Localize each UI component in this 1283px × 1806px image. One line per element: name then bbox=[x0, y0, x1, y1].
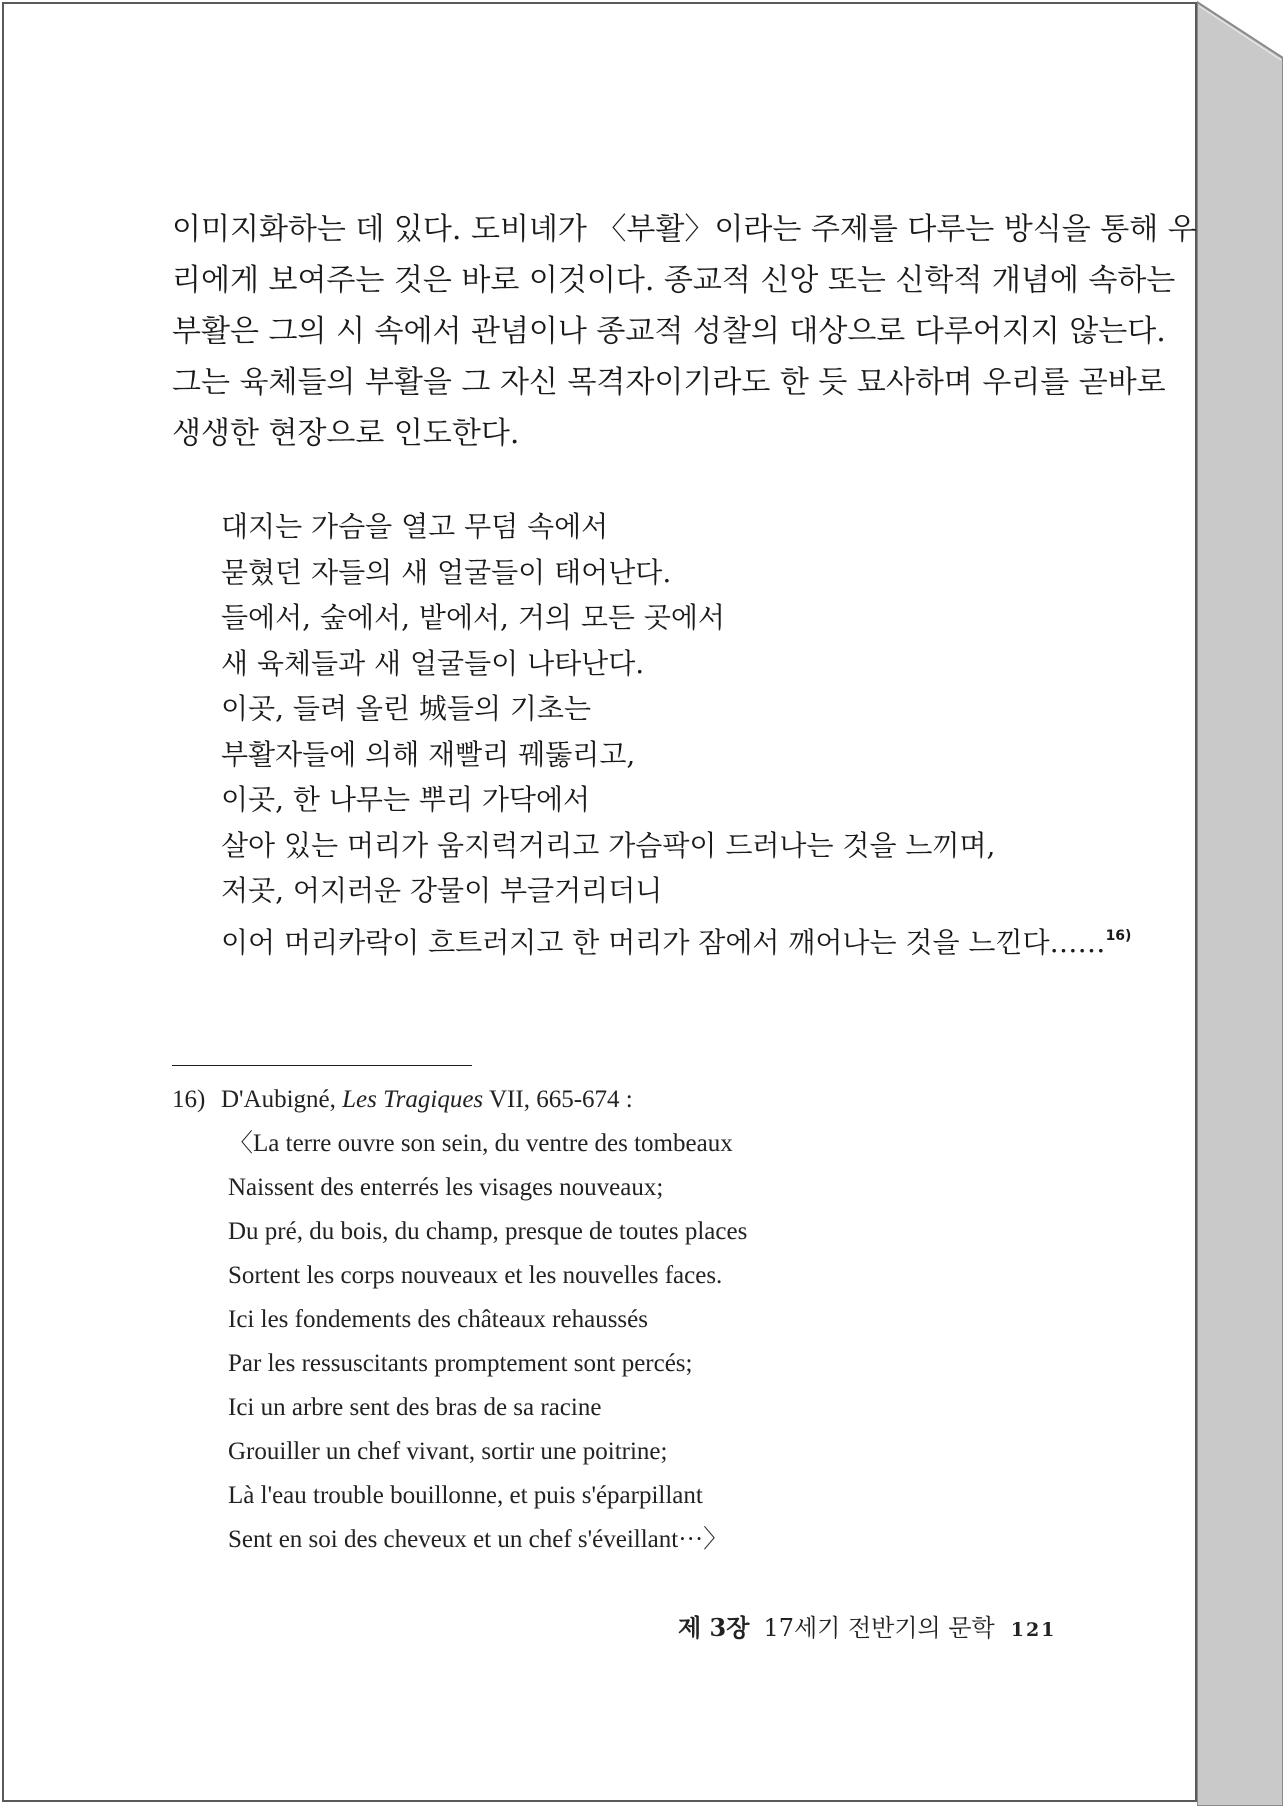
paragraph-line: 이미지화하는 데 있다. 도비녜가 〈부활〉이라는 주제를 다루는 방식을 통해 우 bbox=[172, 212, 1197, 247]
poem-line: 대지는 가슴을 열고 무덤 속에서 bbox=[221, 510, 609, 543]
footnote-location: VII, 665-674 : bbox=[488, 1086, 633, 1113]
footnote-verse: Ici un arbre sent des bras de sa racine bbox=[228, 1394, 602, 1421]
poem-quotation bbox=[221, 504, 1132, 965]
footnote-divider bbox=[172, 1065, 472, 1066]
poem-line-text: 이어 머리카락이 흐트러지고 한 머리가 잠에서 깨어나는 것을 느낀다…… bbox=[221, 925, 1106, 959]
poem-line: 이곳, 들려 올린 城들의 기초는 bbox=[221, 692, 592, 725]
book-edge-shape bbox=[1197, 0, 1283, 1806]
poem-line: 들에서, 숲에서, 밭에서, 거의 모든 곳에서 bbox=[221, 601, 725, 634]
footnote bbox=[172, 1078, 1072, 1562]
footnote-work-title: Les Tragiques bbox=[342, 1086, 484, 1113]
footnote-citation bbox=[172, 1078, 1072, 1122]
page-number: 121 bbox=[1010, 1619, 1057, 1641]
footnote-reference[interactable]: 16) bbox=[1105, 927, 1132, 944]
footnote-verse: Naissent des enterrés les visages nouveaux; bbox=[228, 1174, 664, 1201]
footnote-verse: Ici les fondements des châteaux rehaussés bbox=[228, 1306, 648, 1333]
poem-line: 살아 있는 머리가 움지럭거리고 가슴팍이 드러나는 것을 느끼며, bbox=[221, 828, 996, 862]
running-footer bbox=[678, 1608, 1056, 1643]
poem-line: 부활자들에 의해 재빨리 꿰뚫리고, bbox=[221, 737, 636, 771]
book-spine-edge bbox=[1197, 0, 1283, 1806]
footnote-verse: Sent en soi des cheveux et un chef s'éveillant···〉 bbox=[228, 1526, 729, 1553]
footer-title: 17세기 전반기의 문학 bbox=[763, 1614, 995, 1642]
paragraph-line: 리에게 보여주는 것은 바로 이것이다. 종교적 신앙 또는 신학적 개념에 속하는 bbox=[172, 263, 1176, 298]
footnote-verse: Par les ressuscitants promptement sont percés; bbox=[228, 1350, 693, 1377]
paragraph-line: 생생한 현장으로 인도한다. bbox=[172, 416, 520, 451]
paragraph-line: 그는 육체들의 부활을 그 자신 목격자이기라도 한 듯 묘사하며 우리를 곧바로 bbox=[172, 365, 1166, 400]
poem-line: 묻혔던 자들의 새 얼굴들이 태어난다. bbox=[221, 555, 672, 589]
footnote-verse: Sortent les corps nouveaux et les nouvelles faces. bbox=[228, 1262, 723, 1289]
paragraph-line: 부활은 그의 시 속에서 관념이나 종교적 성찰의 대상으로 다루어지지 않는다. bbox=[172, 314, 1166, 349]
footnote-number: 16) bbox=[172, 1086, 206, 1113]
poem-line: 이곳, 한 나무는 뿌리 가닥에서 bbox=[221, 783, 591, 816]
book-page bbox=[2, 2, 1197, 1802]
footer-chapter: 제 3장 bbox=[678, 1613, 750, 1642]
poem-line: 저곳, 어지러운 강물이 부글거리더니 bbox=[221, 874, 663, 907]
footnote-verse: Grouiller un chef vivant, sortir une poitrine; bbox=[228, 1438, 668, 1465]
poem-line: 새 육체들과 새 얼굴들이 나타난다. bbox=[221, 646, 645, 680]
body-paragraph bbox=[172, 204, 1197, 459]
footnote-author: D'Aubigné, bbox=[221, 1086, 336, 1113]
footnote-verse: Là l'eau trouble bouillonne, et puis s'éparpillant bbox=[228, 1482, 703, 1509]
poem-line bbox=[221, 914, 1132, 966]
footnote-verse: 〈La terre ouvre son sein, du ventre des tombeaux bbox=[228, 1130, 733, 1157]
footnote-verse: Du pré, du bois, du champ, presque de toutes places bbox=[228, 1218, 748, 1245]
